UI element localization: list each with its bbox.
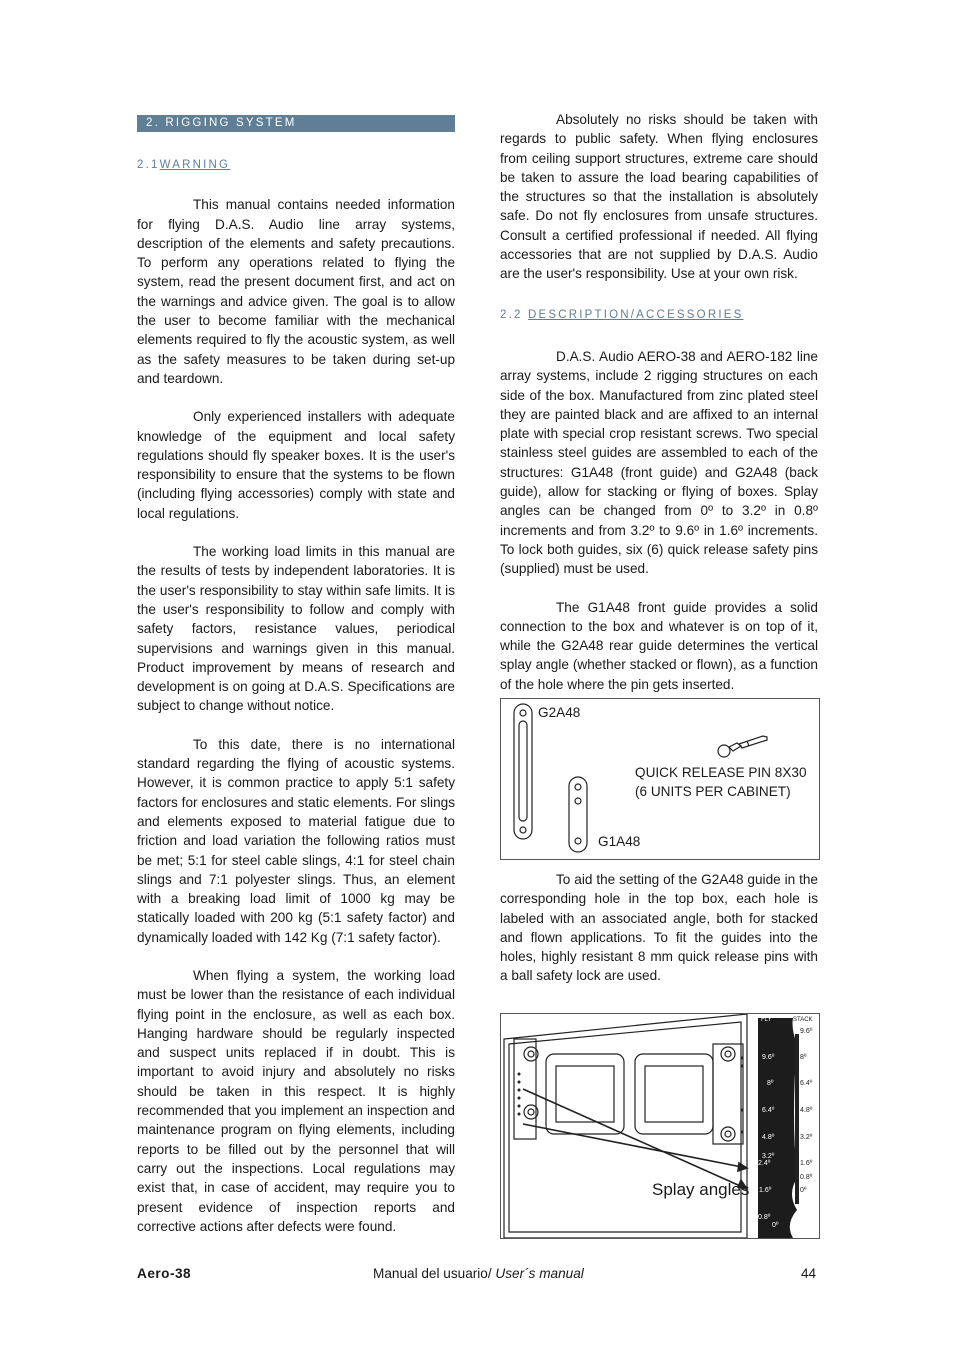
cabinet-outline [504, 1014, 750, 1238]
g1a48-label: G1A48 [598, 834, 641, 849]
fly-angle: 0.8º [758, 1214, 771, 1221]
quick-release-pin-drawing [718, 736, 767, 757]
stack-angle: 6.4º [800, 1080, 813, 1087]
stack-angle: 1.6º [800, 1160, 813, 1167]
warning-paragraph: When flying a system, the working load must be lower than the resistance of each individual flying point in the enclosure, as well as each box. Hanging hardware should be regularly inspected and suspect units replaced if in doubt. This is important to avoid injury and absolutely no risks should be taken in this respect. It is highly recommended that you implement an inspection and maintenance program on flying elements, including reports to be filled out by the personnel that will carry out the inspections. Local regulations may exist that, in case of accident, may require you to present evidence of inspection reports and corrective actions after defects were found. [137, 967, 455, 1234]
page-number: 44 [801, 1266, 817, 1281]
stack-angle: 4.8º [800, 1107, 813, 1114]
g2a48-guide-drawing [514, 704, 532, 839]
description-paragraph: D.A.S. Audio AERO-38 and AERO-182 line array systems, include 2 rigging structures on each side of the box. Manufactured from zinc plated steel they are painted black and are affixed to an internal plate with special crop resistant screws. Two special stainless steel guides are assembled to each of the structures: G1A48 (front guide) and G2A48 (back guide), allow for stacking or flying of boxes. Splay angles can be changed from 0º to 3.2º in 0.8º increments and from 3.2º to 9.6º in 1.6º increments. To lock both guides, six (6) quick release safety pins (supplied) must be used. [500, 348, 818, 577]
pin-label-line1: QUICK RELEASE PIN 8X30 [635, 765, 807, 780]
stack-angle: 3.2º [800, 1134, 813, 1141]
description-heading-text: DESCRIPTION/ACCESSORIES [528, 308, 744, 321]
footer-manual-en: User´s manual [495, 1266, 584, 1281]
cabinet-side-illustration [501, 1014, 819, 1238]
stack-label: STACK [793, 1017, 813, 1023]
warning-continued-paragraph: Absolutely no risks should be taken with regards to public safety. When flying enclosures from ceiling support structures, extreme care should be taken to assure the load bearing capabilities of the structures so that the installation is absolutely safe. Do not fly enclosures from unsafe structures. Consult a certified professional if needed. All flying accessories that are not supplied by D.A.S. Audio are the user's responsibility. Use at your own risk. [500, 112, 818, 282]
fly-angle: 4.8º [762, 1134, 775, 1141]
stack-angle: 8º [800, 1054, 807, 1061]
warning-paragraph: Only experienced installers with adequate knowledge of the equipment and local safety regulations should fly speaker boxes. It is the user's responsibility to ensure that the systems to be flown (including flying accessories) comply with state and local regulations. [137, 409, 455, 521]
warning-heading-text: WARNING [159, 159, 231, 171]
guides-figure [500, 698, 820, 860]
warning-paragraph: The working load limits in this manual are the results of tests by independent laboratories. It is the user's responsibility to stay within safe limits. It is the user's responsibility to follow and comply with safety factors, resistance values, periodical supervisions and warnings given in this manual. Product improvement by means of research and development is on going at D.A.S. Specifications are subject to change without notice. [137, 544, 455, 714]
fly-angle: 6.4º [762, 1107, 775, 1114]
splay-angles-figure [500, 1013, 820, 1239]
fly-angle: 2.4º [758, 1160, 771, 1167]
warning-paragraph: To this date, there is no international standard regarding the flying of acoustic systems. However, it is common practice to apply 5:1 safety factors for enclosures and static elements. For slings and elements exposed to material fatigue due to friction and load variation the following ratios must be met; 5:1 for steel cable slings, 4:1 for steel chain slings and 7:1 polyester slings. Thus, an element with a breaking load limit of 1000 kg may be statically loaded with 200 kg (5:1 safety factor) and dynamically loaded with 142 Kg (7:1 safety factor). [137, 736, 455, 945]
section-title: 2. RIGGING SYSTEM [137, 115, 455, 132]
stack-angle: 0.8º [800, 1174, 813, 1181]
fly-label: FLY [761, 1017, 772, 1023]
fly-angle: 3.2º [762, 1153, 775, 1160]
fly-angle: 1.6º [759, 1187, 772, 1194]
g1a48-guide-drawing [569, 777, 587, 852]
splay-angles-caption: Splay angles [652, 1180, 750, 1199]
pin-label-line2: (6 UNITS PER CABINET) [635, 784, 791, 799]
g2a48-label: G2A48 [538, 705, 581, 720]
warning-heading [137, 156, 455, 175]
footer-model: Aero-38 [137, 1266, 192, 1281]
footer-manual-es: Manual del usuario/ [373, 1266, 492, 1281]
footer-manual [373, 1266, 584, 1281]
description-number: 2.2 [500, 308, 523, 321]
after-figure-paragraph: To aid the setting of the G2A48 guide in the corresponding hole in the top box, each hole is labeled with an associated angle, both for stacked and flown applications. To fit the guides into the holes, highly resistant 8 mm quick release pins with a ball safety lock are used. [500, 872, 818, 984]
left-column [137, 110, 455, 1255]
fly-angle: 8º [767, 1080, 774, 1087]
description-heading [500, 306, 818, 325]
fly-angle: 0º [772, 1222, 779, 1229]
fly-angle: 9.6º [762, 1054, 775, 1061]
warning-number: 2.1 [137, 159, 160, 171]
right-column [500, 110, 818, 713]
after-figure-block [500, 870, 818, 1005]
description-paragraph: The G1A48 front guide provides a solid connection to the box and whatever is on top of it, while the G2A48 rear guide determines the vertical splay angle (whether stacked or flown), as a function of the hole where the pin gets inserted. [500, 599, 818, 692]
stack-angle: 0º [800, 1187, 807, 1194]
stack-angle: 9.6º [800, 1028, 813, 1035]
warning-paragraph: This manual contains needed information for flying D.A.S. Audio line array systems, description of the elements and safety precautions. To perform any operations related to flying the system, read the present document first, and act on the warnings and advice given. The goal is to allow the user to become familiar with the mechanical elements required to fly the acoustic system, as well as the safety measures to be taken during set-up and teardown. [137, 197, 455, 386]
